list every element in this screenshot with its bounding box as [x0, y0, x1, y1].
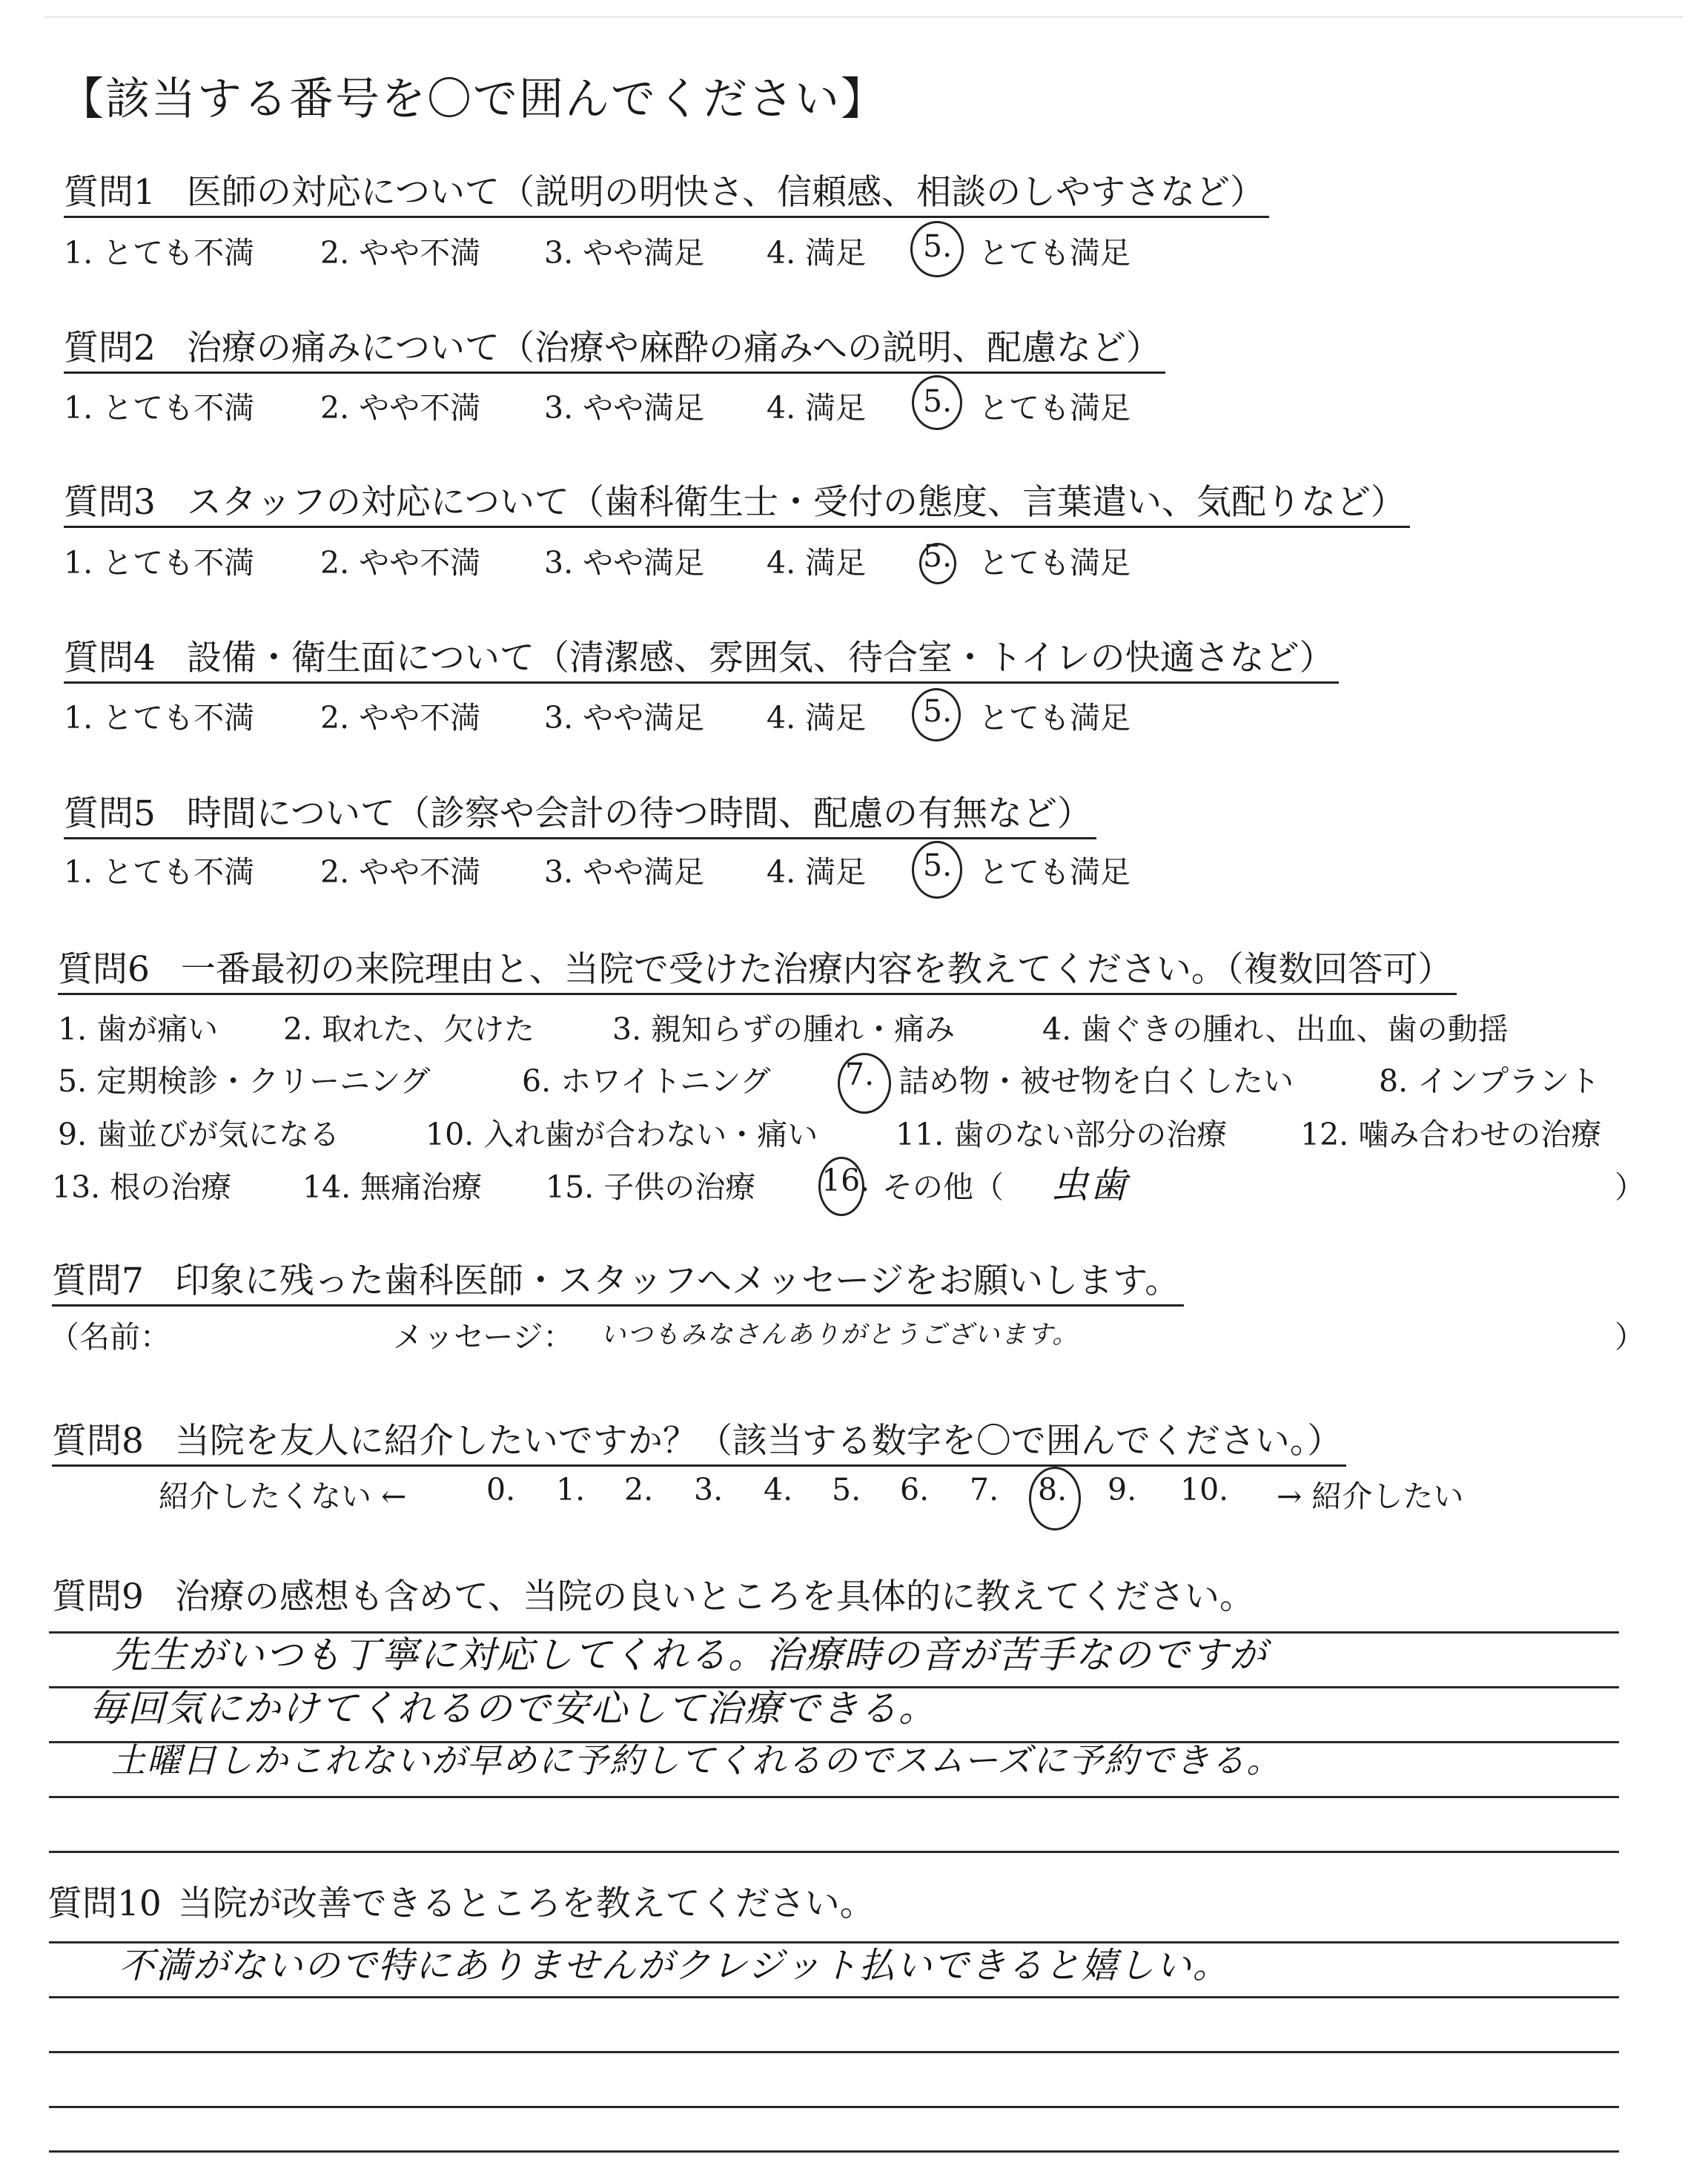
q6-option-3[interactable]: 3. 親知らずの腫れ・痛み — [612, 1011, 956, 1047]
q8-option-6[interactable]: 6. — [900, 1472, 930, 1507]
q6-option-16-label: その他（ — [882, 1169, 1004, 1205]
q8-selected-circle — [1029, 1467, 1081, 1530]
q5-option-5-label: とても満足 — [979, 854, 1131, 890]
q6-option-16[interactable]: 16. — [821, 1163, 870, 1198]
q8-option-8[interactable]: 8. — [1038, 1472, 1068, 1507]
q8-option-3[interactable]: 3. — [694, 1472, 724, 1507]
q2-selected-circle — [912, 375, 962, 430]
q9-rule-4 — [49, 1796, 1619, 1798]
q9-label: 質問9 — [52, 1576, 144, 1617]
q4-option-5[interactable]: 5. — [923, 693, 953, 729]
q9-answer-line-1[interactable]: 先生がいつも丁寧に対応してくれる。治療時の音が苦手なのですが — [111, 1634, 1268, 1677]
q2-option-1[interactable]: 1. とても不満 — [64, 390, 255, 426]
q8-option-2[interactable]: 2. — [624, 1472, 654, 1507]
q5-label: 質問5 — [64, 793, 156, 834]
q6-option-1[interactable]: 1. 歯が痛い — [58, 1011, 219, 1047]
q8-option-7[interactable]: 7. — [970, 1472, 999, 1507]
q9-answer-line-2[interactable]: 毎回気にかけてくれるので安心して治療できる。 — [89, 1687, 937, 1730]
q4-option-4[interactable]: 4. 満足 — [767, 700, 867, 736]
q4-option-3[interactable]: 3. やや満足 — [544, 700, 705, 736]
q3-option-1[interactable]: 1. とても不満 — [64, 545, 255, 581]
q9-heading — [52, 1569, 1254, 1619]
q2-option-4[interactable]: 4. 満足 — [767, 390, 867, 426]
q9-answer-line-3[interactable]: 土曜日しかこれないが早めに予約してくれるのでスムーズに予約できる。 — [111, 1740, 1282, 1780]
q5-option-4[interactable]: 4. 満足 — [767, 854, 867, 890]
q5-option-2[interactable]: 2. やや不満 — [320, 854, 481, 890]
q6-option-12[interactable]: 12. 噛み合わせの治療 — [1300, 1117, 1602, 1152]
q9-text: 治療の感想も含めて、当院の良いところを具体的に教えてください。 — [174, 1576, 1254, 1617]
q5-option-1[interactable]: 1. とても不満 — [64, 854, 255, 890]
q7-name-label: （名前： — [49, 1319, 171, 1355]
q4-selected-circle — [912, 688, 961, 742]
q6-option-5[interactable]: 5. 定期検診・クリーニング — [58, 1063, 431, 1099]
q6-label: 質問6 — [58, 949, 150, 990]
q7-label: 質問7 — [52, 1261, 144, 1301]
q7-message-row — [0, 1312, 1708, 1357]
q8-label: 質問8 — [52, 1421, 144, 1462]
page-title: 【該当する番号を〇で囲んでください】 — [59, 73, 887, 125]
q10-answer-line-1[interactable]: 不満がないので特にありませんがクレジット払いできると嬉しい。 — [119, 1945, 1230, 1986]
q7-heading — [52, 1253, 1184, 1307]
q1-options — [0, 228, 1708, 273]
q1-label: 質問1 — [64, 172, 156, 213]
q3-text: スタッフの対応について（歯科衛生士・受付の態度、言葉遣い、気配りなど） — [186, 482, 1406, 523]
q3-options — [0, 538, 1708, 583]
q8-option-9[interactable]: 9. — [1108, 1472, 1137, 1507]
q6-option-15[interactable]: 15. 子供の治療 — [546, 1169, 756, 1205]
q6-option-2[interactable]: 2. 取れた、欠けた — [283, 1011, 535, 1047]
q4-text: 設備・衛生面について（清潔感、雰囲気、待合室・トイレの快適さなど） — [186, 638, 1334, 678]
q8-text: 当院を友人に紹介したいですか？（該当する数字を〇で囲んでください。） — [174, 1421, 1343, 1462]
q10-rule-4 — [49, 2106, 1619, 2108]
q6-option-8[interactable]: 8. インプラント — [1379, 1063, 1601, 1099]
q6-option-9[interactable]: 9. 歯並びが気になる — [58, 1117, 340, 1152]
q6-option-11[interactable]: 11. 歯のない部分の治療 — [896, 1117, 1228, 1152]
q3-heading — [64, 475, 1410, 528]
q4-options — [0, 693, 1708, 738]
q6-text: 一番最初の来院理由と、当院で受けた治療内容を教えてください。（複数回答可） — [180, 949, 1453, 990]
q3-option-5[interactable]: 5. — [923, 538, 953, 574]
q3-option-5-label: とても満足 — [979, 545, 1131, 581]
q1-heading — [64, 165, 1269, 218]
q1-option-5[interactable]: 5. — [923, 228, 953, 264]
q8-left-label: 紹介したくない ← — [159, 1479, 407, 1514]
q1-option-5-label: とても満足 — [979, 235, 1131, 271]
q10-heading — [47, 1876, 875, 1926]
q8-right-label: → 紹介したい — [1277, 1479, 1464, 1514]
q3-option-3[interactable]: 3. やや満足 — [544, 545, 705, 581]
q6-selected-circle-16 — [818, 1157, 864, 1216]
q4-option-1[interactable]: 1. とても不満 — [64, 700, 255, 736]
q2-option-3[interactable]: 3. やや満足 — [544, 390, 705, 426]
q6-row-3 — [0, 1110, 1708, 1155]
q6-option-7[interactable]: 7. — [845, 1057, 875, 1092]
q6-other-close-paren: ） — [1615, 1169, 1645, 1205]
q6-option-7-label: 詰め物・被せ物を白くしたい — [898, 1063, 1294, 1099]
q6-row-1 — [0, 1005, 1708, 1049]
q4-option-2[interactable]: 2. やや不満 — [320, 700, 481, 736]
q1-option-1[interactable]: 1. とても不満 — [64, 235, 255, 271]
q1-option-2[interactable]: 2. やや不満 — [320, 235, 481, 271]
q2-option-5[interactable]: 5. — [923, 383, 953, 419]
q5-selected-circle — [912, 841, 962, 899]
q7-text: 印象に残った歯科医師・スタッフへメッセージをお願いします。 — [174, 1261, 1180, 1301]
q7-message-label: メッセージ： — [393, 1319, 574, 1355]
q10-rule-3 — [49, 2051, 1619, 2053]
top-edge-line — [44, 16, 1683, 18]
q1-selected-circle — [910, 221, 964, 277]
q6-selected-circle-7 — [838, 1053, 891, 1114]
q7-message-value[interactable]: いつもみなさんありがとうございます。 — [600, 1320, 1079, 1350]
q10-label: 質問10 — [47, 1883, 162, 1924]
q3-selected-circle — [919, 543, 956, 584]
q4-label: 質問4 — [64, 638, 156, 678]
q2-text: 治療の痛みについて（治療や麻酔の痛みへの説明、配慮など） — [186, 328, 1162, 369]
q5-text: 時間について（診察や会計の待つ時間、配慮の有無など） — [186, 793, 1092, 834]
q2-label: 質問2 — [64, 328, 156, 369]
q6-heading — [58, 942, 1457, 995]
q8-option-1[interactable]: 1. — [556, 1472, 586, 1507]
q10-text: 当院が改善できるところを教えてください。 — [177, 1883, 875, 1924]
q6-option-13[interactable]: 13. 根の治療 — [52, 1169, 232, 1205]
q6-other-answer[interactable]: 虫歯 — [1051, 1163, 1128, 1206]
q1-text: 医師の対応について（説明の明快さ、信頼感、相談のしやすさなど） — [186, 172, 1265, 213]
q9-rule-5 — [49, 1851, 1619, 1853]
q3-label: 質問3 — [64, 482, 156, 523]
q8-scale-row — [0, 1472, 1708, 1516]
q5-heading — [64, 786, 1096, 839]
q2-options — [0, 383, 1708, 428]
q5-option-3[interactable]: 3. やや満足 — [544, 854, 705, 890]
q3-option-2[interactable]: 2. やや不満 — [320, 545, 481, 581]
q10-rule-5 — [49, 2150, 1619, 2153]
q6-option-14[interactable]: 14. 無痛治療 — [302, 1169, 483, 1205]
q2-option-5-label: とても満足 — [979, 390, 1131, 426]
q8-option-10[interactable]: 10. — [1180, 1472, 1229, 1507]
q6-option-4[interactable]: 4. 歯ぐきの腫れ、出血、歯の動揺 — [1042, 1011, 1509, 1047]
q1-option-3[interactable]: 3. やや満足 — [544, 235, 705, 271]
q6-option-10[interactable]: 10. 入れ歯が合わない・痛い — [426, 1117, 818, 1152]
q8-option-4[interactable]: 4. — [764, 1472, 793, 1507]
q8-heading — [52, 1413, 1346, 1467]
q10-rule-2 — [49, 1996, 1619, 1998]
q8-option-0[interactable]: 0. — [486, 1472, 516, 1507]
q4-heading — [64, 630, 1339, 684]
q6-option-6[interactable]: 6. ホワイトニング — [522, 1063, 771, 1099]
q5-option-5[interactable]: 5. — [923, 848, 953, 883]
q3-option-4[interactable]: 4. 満足 — [767, 545, 867, 581]
q4-option-5-label: とても満足 — [979, 700, 1131, 736]
q1-option-4[interactable]: 4. 満足 — [767, 235, 867, 271]
q5-options — [0, 848, 1708, 892]
q2-option-2[interactable]: 2. やや不満 — [320, 390, 481, 426]
q7-close-paren: ） — [1615, 1319, 1645, 1355]
q8-option-5[interactable]: 5. — [832, 1472, 861, 1507]
q2-heading — [64, 320, 1165, 374]
